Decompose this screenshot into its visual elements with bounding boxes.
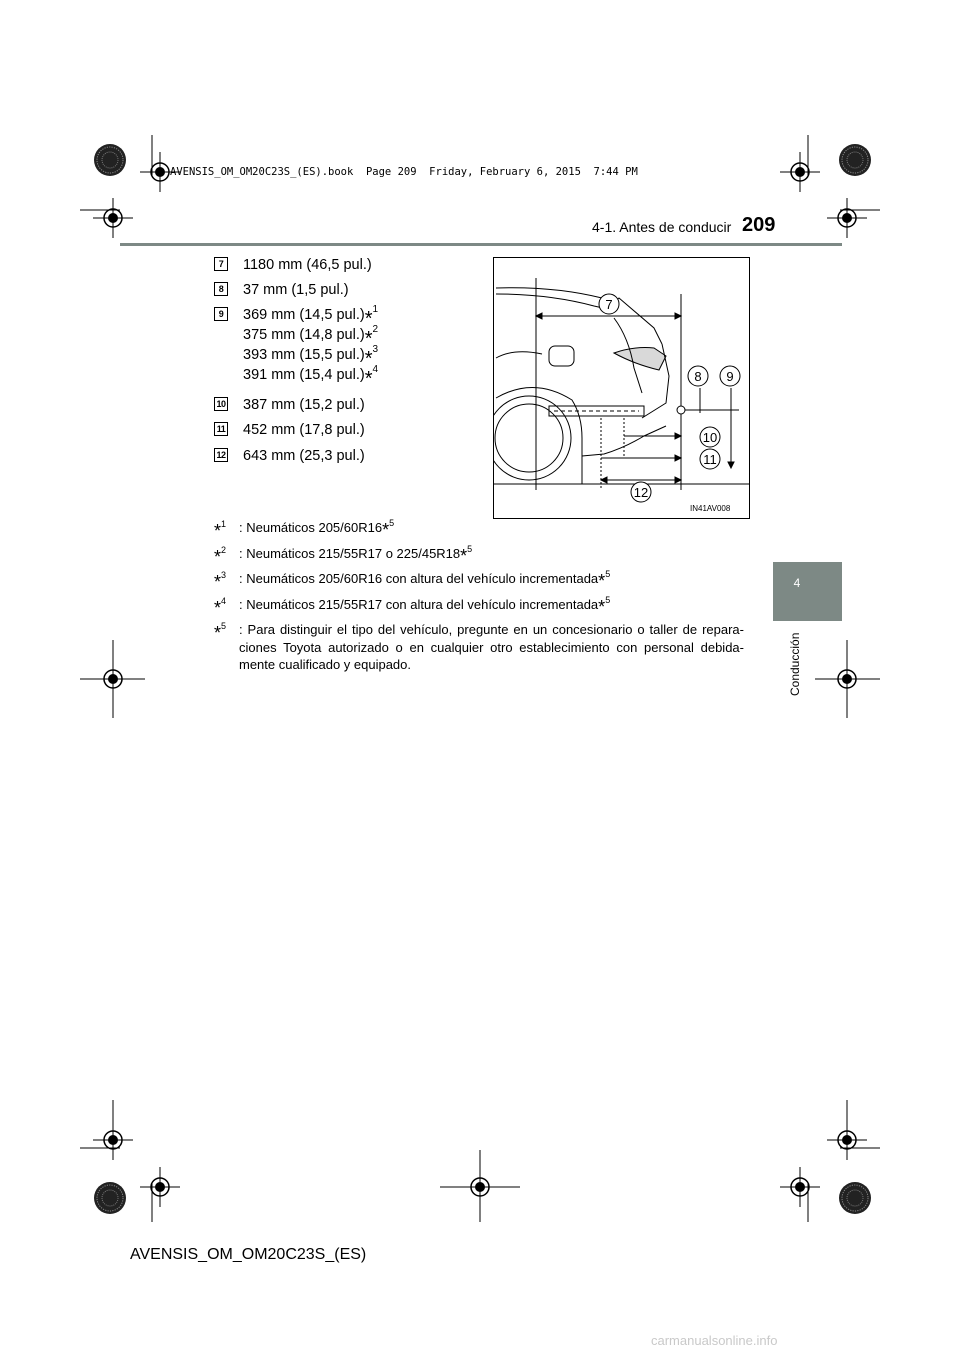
spec-value-line: 391 mm (15,4 pul.)$^{*4}$ [243,364,379,390]
spec-value: 643 mm (25,3 pul.) [243,448,365,464]
callout-badge: 11 [214,422,228,436]
callout-8: 8 [694,369,702,384]
footnote-4: *$^4$ : Neumáticos 215/55R17 con altura del vehículo incrementada*$^5$ [214,594,611,618]
spec-value: 387 mm (15,2 pul.) [243,397,365,413]
chapter-tab-number: 4 [793,576,801,590]
callout-badge: 7 [214,257,228,271]
callout-7: 7 [605,297,613,312]
section-title: 4-1. Antes de conducir [592,219,732,235]
callout-badge: 10 [214,397,228,411]
chapter-tab [773,562,842,621]
spec-value: 452 mm (17,8 pul.) [243,422,365,438]
vehicle-rear-illustration [494,258,749,518]
spec-value-line: 393 mm (15,5 pul.)$^{*3}$ [243,344,379,370]
book-file-line: AVENSIS_OM_OM20C23S_(ES).book Page 209 Friday, February 6, 2015 7:44 PM [170,166,638,178]
spec-value: 37 mm (1,5 pul.) [243,282,349,298]
callout-11: 11 [703,452,717,467]
callout-badge: 9 [214,307,228,321]
footnote-ref: 3 [372,344,379,355]
footnote-ref: 4 [372,364,379,375]
callout-badge: 12 [214,448,228,462]
callout-12: 12 [633,485,649,500]
header-rule [120,243,842,246]
footnote-3: *$^3$ : Neumáticos 205/60R16 con altura del vehículo incrementada*$^5$ [214,569,611,592]
footnote-1: *$^1$ : Neumáticos 205/60R16*$^5$ [214,518,395,541]
footnote-2: *$^2$ : Neumáticos 215/55R17 o 225/45R18*$^5$ [214,543,473,567]
callout-9: 9 [726,369,734,384]
page-number: 209 [742,214,776,236]
vehicle-rear-dimensions-figure [493,257,750,519]
spec-value: 1180 mm (46,5 pul.) [243,257,372,273]
chapter-tab-label: Conducción [788,633,802,697]
watermark: carmanualsonline.info [651,1333,778,1348]
spec-value-line: 369 mm (14,5 pul.)$^{*1}$ [243,304,379,330]
callout-badge: 8 [214,282,228,296]
footnote-ref: 2 [372,324,379,335]
callout-10: 10 [702,430,718,445]
footnote-ref: 1 [372,304,379,315]
footnote-5: *$^5$ : Para distinguir el tipo del vehículo, pregunte en un concesionario o taller de reparaciones Toyota autorizado o en cualquier otro establecimiento con personal debidamente cualificado y equipado. [214,621,744,672]
spec-value-line: 375 mm (14,8 pul.)$^{*2}$ [243,324,379,350]
footer-model-code: AVENSIS_OM_OM20C23S_(ES) [130,1246,367,1263]
footnotes [214,519,744,682]
figure-code: IN41AV008 [690,504,731,513]
